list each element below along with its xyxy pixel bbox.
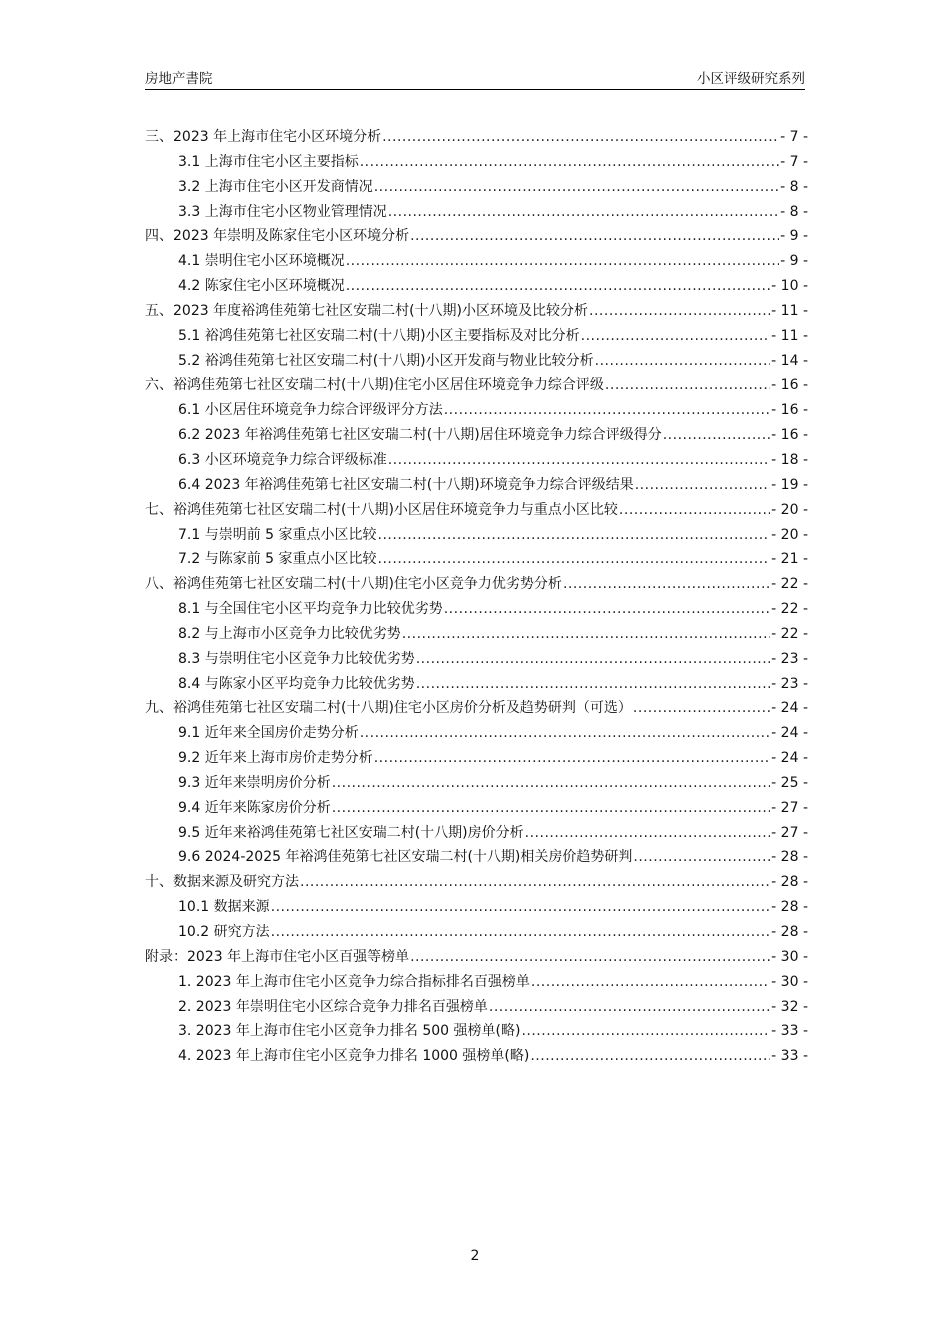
toc-entry[interactable] <box>145 871 808 896</box>
toc-entry[interactable] <box>145 896 808 921</box>
toc-entry-title: 4. 2023 年上海市住宅小区竞争力排名 1000 强榜单(略) <box>178 1048 530 1065</box>
toc-entry[interactable] <box>145 1045 808 1070</box>
toc-dot-leader <box>416 676 770 692</box>
toc-entry-title: 十、数据来源及研究方法 <box>145 874 299 891</box>
toc-dot-leader <box>563 576 770 592</box>
toc-entry-title: 3.3 上海市住宅小区物业管理情况 <box>178 203 387 220</box>
toc-entry-title: 8.1 与全国住宅小区平均竞争力比较优劣势 <box>178 601 443 618</box>
toc-entry-page: - 7 - <box>780 153 808 170</box>
toc-entry-page: - 16 - <box>771 377 808 394</box>
toc-entry[interactable] <box>145 524 808 549</box>
header-series-title: 小区评级研究系列 <box>697 71 805 87</box>
toc-entry[interactable] <box>145 971 808 996</box>
page-number: 2 <box>470 1248 480 1264</box>
toc-dot-leader <box>589 303 770 319</box>
toc-dot-leader <box>633 849 770 865</box>
toc-entry-title: 八、裕鸿佳苑第七社区安瑞二村(十八期)住宅小区竞争力优劣势分析 <box>145 576 562 593</box>
toc-dot-leader <box>346 253 779 269</box>
toc-entry-page: - 33 - <box>771 1048 808 1065</box>
toc-entry-page: - 23 - <box>771 650 808 667</box>
toc-dot-leader <box>271 924 771 940</box>
toc-entry[interactable] <box>145 151 808 176</box>
toc-entry[interactable] <box>145 996 808 1021</box>
toc-entry[interactable] <box>145 648 808 673</box>
toc-entry-page: - 22 - <box>771 625 808 642</box>
toc-entry-title: 10.2 研究方法 <box>178 924 270 940</box>
toc-entry[interactable] <box>145 673 808 698</box>
toc-entry-page: - 33 - <box>771 1023 808 1040</box>
toc-entry-title: 七、裕鸿佳苑第七社区安瑞二村(十八期)小区居住环境竞争力与重点小区比较 <box>145 501 618 518</box>
toc-dot-leader <box>444 402 770 418</box>
toc-dot-leader <box>388 204 779 220</box>
toc-entry-page: - 22 - <box>771 601 808 618</box>
toc-entry-title: 9.4 近年来陈家房价分析 <box>178 799 331 816</box>
toc-entry-title: 9.3 近年来崇明房价分析 <box>178 774 331 791</box>
toc-dot-leader <box>374 179 779 195</box>
toc-entry-page: - 7 - <box>780 129 808 145</box>
toc-dot-leader <box>633 700 770 716</box>
toc-dot-leader <box>346 278 770 294</box>
toc-entry[interactable] <box>145 1020 808 1045</box>
toc-entry-title: 4.1 崇明住宅小区环境概况 <box>178 253 345 270</box>
toc-entry-page: - 24 - <box>771 700 808 717</box>
toc-entry-title: 9.2 近年来上海市房价走势分析 <box>178 750 373 767</box>
toc-entry-title: 5.2 裕鸿佳苑第七社区安瑞二村(十八期)小区开发商与物业比较分析 <box>178 352 594 369</box>
toc-entry-page: - 22 - <box>771 576 808 593</box>
toc-dot-leader <box>271 899 771 915</box>
toc-entry[interactable] <box>145 772 808 797</box>
toc-entry-page: - 28 - <box>771 899 808 916</box>
toc-entry-title: 1. 2023 年上海市住宅小区竞争力综合指标排名百强榜单 <box>178 973 530 990</box>
toc-dot-leader <box>378 551 771 567</box>
toc-dot-leader <box>332 775 770 791</box>
toc-entry-title: 附录：2023 年上海市住宅小区百强等榜单 <box>145 948 410 965</box>
toc-dot-leader <box>635 477 770 493</box>
toc-entry[interactable] <box>145 449 808 474</box>
toc-dot-leader <box>531 974 770 990</box>
toc-entry-page: - 11 - <box>771 327 808 344</box>
toc-entry-title: 6.2 2023 年裕鸿佳苑第七社区安瑞二村(十八期)居住环境竞争力综合评级得分 <box>178 427 662 444</box>
toc-entry-title: 三、2023 年上海市住宅小区环境分析 <box>145 129 382 145</box>
toc-entry[interactable] <box>145 250 808 275</box>
toc-entry-page: - 28 - <box>771 874 808 891</box>
toc-dot-leader <box>595 353 771 369</box>
toc-entry[interactable] <box>145 623 808 648</box>
toc-entry-page: - 30 - <box>771 948 808 965</box>
toc-entry[interactable] <box>145 946 808 971</box>
toc-entry[interactable] <box>145 499 808 524</box>
toc-dot-leader <box>300 874 770 890</box>
toc-entry[interactable] <box>145 201 808 226</box>
toc-entry-page: - 9 - <box>780 253 808 270</box>
toc-entry-title: 3. 2023 年上海市住宅小区竞争力排名 500 强榜单(略) <box>178 1023 521 1040</box>
toc-entry-title: 2. 2023 年崇明住宅小区综合竞争力排名百强榜单 <box>178 998 488 1015</box>
page-header <box>145 64 805 90</box>
toc-entry-title: 九、裕鸿佳苑第七社区安瑞二村(十八期)住宅小区房价分析及趋势研判（可选） <box>145 700 632 717</box>
toc-entry-page: - 30 - <box>771 973 808 990</box>
toc-entry[interactable] <box>145 176 808 201</box>
toc-entry-title: 8.3 与崇明住宅小区竞争力比较优劣势 <box>178 650 415 667</box>
toc-dot-leader <box>521 1023 770 1039</box>
toc-dot-leader <box>605 377 770 393</box>
toc-entry-page: - 20 - <box>771 501 808 518</box>
toc-dot-leader <box>619 502 770 518</box>
toc-entry[interactable] <box>145 921 808 946</box>
toc-entry[interactable] <box>145 747 808 772</box>
toc-entry-page: - 24 - <box>771 725 808 742</box>
toc-dot-leader <box>581 328 771 344</box>
toc-entry-page: - 20 - <box>771 526 808 543</box>
toc-dot-leader <box>410 228 779 244</box>
toc-entry-title: 10.1 数据来源 <box>178 899 270 916</box>
toc-entry[interactable] <box>145 275 808 300</box>
header-publisher: 房地产書院 <box>145 71 213 87</box>
toc-entry-page: - 27 - <box>771 824 808 841</box>
toc-entry-page: - 10 - <box>771 278 808 295</box>
toc-entry-page: - 11 - <box>771 302 808 319</box>
toc-entry-page: - 9 - <box>780 228 808 245</box>
toc-entry[interactable] <box>145 722 808 747</box>
toc-entry-title: 5.1 裕鸿佳苑第七社区安瑞二村(十八期)小区主要指标及对比分析 <box>178 327 580 344</box>
toc-entry-page: - 32 - <box>771 998 808 1015</box>
toc-dot-leader <box>402 626 770 642</box>
toc-entry-page: - 23 - <box>771 675 808 692</box>
toc-entry-title: 6.3 小区环境竞争力综合评级标准 <box>178 451 387 468</box>
toc-entry-title: 7.2 与陈家前 5 家重点小区比较 <box>178 551 377 568</box>
toc-entry-page: - 24 - <box>771 750 808 767</box>
toc-entry[interactable] <box>145 598 808 623</box>
toc-entry-page: - 8 - <box>780 203 808 220</box>
toc-entry[interactable] <box>145 126 808 151</box>
toc-entry-title: 五、2023 年度裕鸿佳苑第七社区安瑞二村(十八期)小区环境及比较分析 <box>145 302 589 319</box>
toc-dot-leader <box>332 800 770 816</box>
toc-entry-title: 9.6 2024-2025 年裕鸿佳苑第七社区安瑞二村(十八期)相关房价趋势研判 <box>178 849 633 866</box>
toc-entry-page: - 16 - <box>771 402 808 419</box>
toc-entry-title: 8.4 与陈家小区平均竞争力比较优劣势 <box>178 675 415 692</box>
toc-entry-title: 3.2 上海市住宅小区开发商情况 <box>178 178 373 195</box>
toc-entry[interactable] <box>145 822 808 847</box>
toc-entry-page: - 28 - <box>771 849 808 866</box>
table-of-contents <box>145 126 808 1070</box>
toc-dot-leader <box>360 725 770 741</box>
toc-entry-title: 3.1 上海市住宅小区主要指标 <box>178 153 359 170</box>
toc-dot-leader <box>416 651 770 667</box>
toc-dot-leader <box>374 750 770 766</box>
toc-dot-leader <box>530 1048 770 1064</box>
toc-entry-page: - 28 - <box>771 924 808 940</box>
toc-dot-leader <box>489 999 770 1015</box>
toc-entry-page: - 19 - <box>771 476 808 493</box>
toc-entry-page: - 27 - <box>771 799 808 816</box>
toc-entry-title: 四、2023 年崇明及陈家住宅小区环境分析 <box>145 228 410 245</box>
toc-entry[interactable] <box>145 424 808 449</box>
toc-entry[interactable] <box>145 399 808 424</box>
toc-entry-title: 4.2 陈家住宅小区环境概况 <box>178 278 345 295</box>
toc-dot-leader <box>525 825 771 841</box>
toc-dot-leader <box>444 601 770 617</box>
toc-entry-page: - 8 - <box>780 178 808 195</box>
toc-entry-page: - 16 - <box>771 427 808 444</box>
toc-entry-title: 6.1 小区居住环境竞争力综合评级评分方法 <box>178 402 443 419</box>
toc-entry-title: 9.1 近年来全国房价走势分析 <box>178 725 359 742</box>
toc-entry[interactable] <box>145 300 808 325</box>
toc-entry[interactable] <box>145 797 808 822</box>
toc-entry-title: 8.2 与上海市小区竞争力比较优劣势 <box>178 625 401 642</box>
toc-dot-leader <box>388 452 770 468</box>
toc-entry[interactable] <box>145 374 808 399</box>
toc-entry[interactable] <box>145 548 808 573</box>
toc-entry-page: - 21 - <box>771 551 808 568</box>
toc-dot-leader <box>378 527 771 543</box>
toc-entry-title: 9.5 近年来裕鸿佳苑第七社区安瑞二村(十八期)房价分析 <box>178 824 524 841</box>
toc-entry-page: - 25 - <box>771 774 808 791</box>
toc-entry[interactable] <box>145 325 808 350</box>
toc-entry[interactable] <box>145 573 808 598</box>
toc-dot-leader <box>663 427 770 443</box>
toc-entry-title: 7.1 与崇明前 5 家重点小区比较 <box>178 526 377 543</box>
toc-entry[interactable] <box>145 350 808 375</box>
toc-entry[interactable] <box>145 474 808 499</box>
toc-entry-page: - 18 - <box>771 451 808 468</box>
toc-entry-title: 六、裕鸿佳苑第七社区安瑞二村(十八期)住宅小区居住环境竞争力综合评级 <box>145 377 604 394</box>
toc-dot-leader <box>360 154 779 170</box>
toc-entry-page: - 14 - <box>771 352 808 369</box>
toc-dot-leader <box>382 129 779 145</box>
toc-entry[interactable] <box>145 225 808 250</box>
toc-entry-title: 6.4 2023 年裕鸿佳苑第七社区安瑞二村(十八期)环境竞争力综合评级结果 <box>178 476 634 493</box>
toc-entry[interactable] <box>145 846 808 871</box>
toc-entry[interactable] <box>145 697 808 722</box>
toc-dot-leader <box>410 949 770 965</box>
